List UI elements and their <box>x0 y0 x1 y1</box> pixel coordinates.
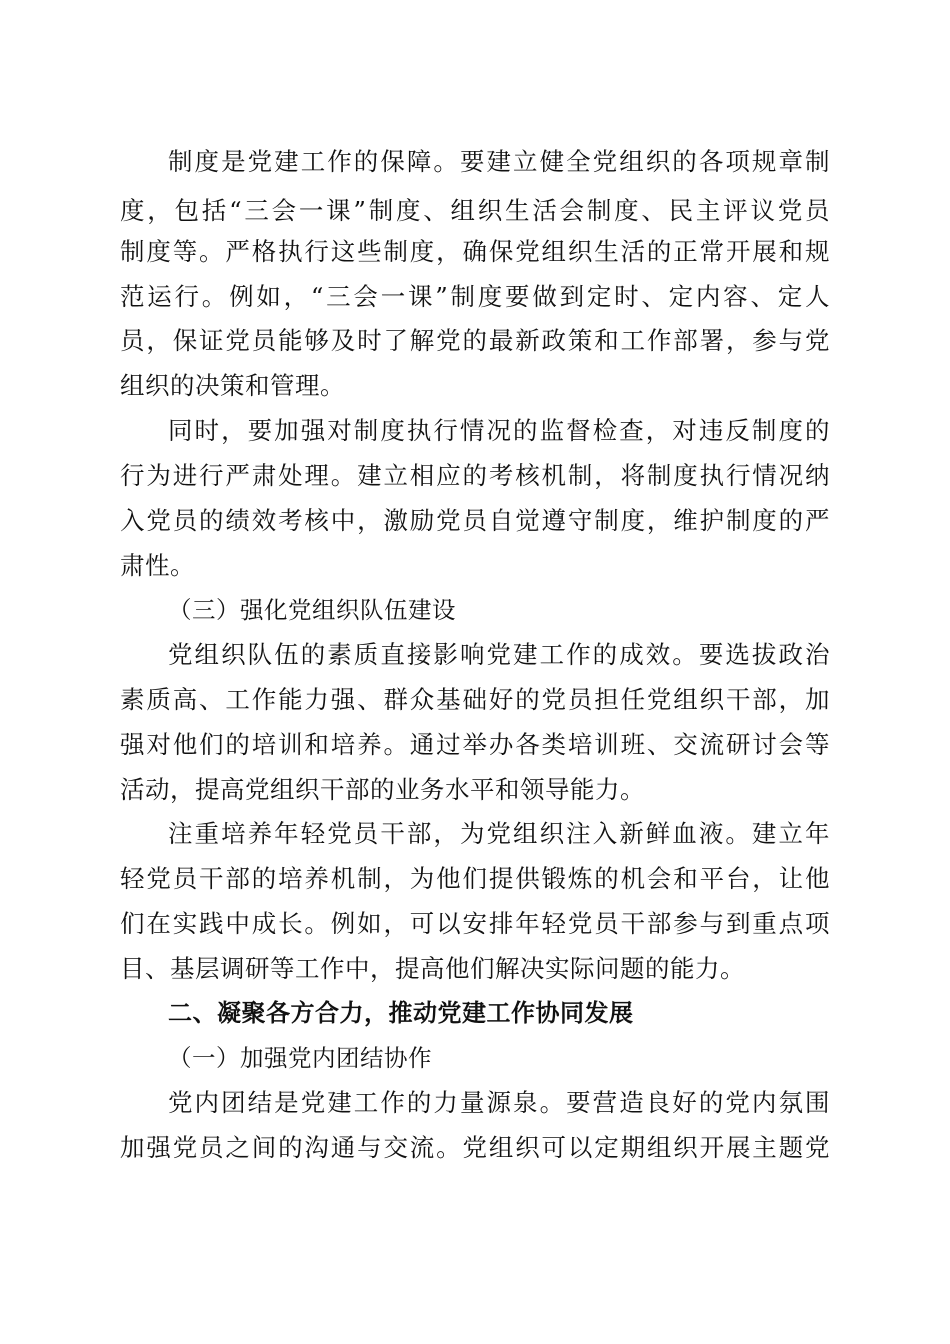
paragraph-line: 强对他们的培训和培养。通过举办各类培训班、交流研讨会等 <box>120 730 830 759</box>
paragraph-line: 制度等。严格执行这些制度，确保党组织生活的正常开展和规 <box>120 237 830 266</box>
paragraph-line: 活动，提高党组织干部的业务水平和领导能力。 <box>120 775 645 804</box>
paragraph-line: 员，保证党员能够及时了解党的最新政策和工作部署，参与党 <box>120 326 830 355</box>
paragraph-line: 入党员的绩效考核中，激励党员自觉遵守制度，维护制度的严 <box>120 506 830 535</box>
paragraph-line: 注重培养年轻党员干部，为党组织注入新鲜血液。建立年 <box>168 819 830 848</box>
paragraph-line: 加强党员之间的沟通与交流。党组织可以定期组织开展主题党 <box>120 1133 830 1162</box>
paragraph-line: 肃性。 <box>120 551 195 580</box>
paragraph-line: 度，包括“三会一课”制度、组织生活会制度、民主评议党员 <box>120 196 830 225</box>
section-heading: 二、凝聚各方合力，推动党建工作协同发展 <box>168 999 634 1027</box>
paragraph-line: 们在实践中成长。例如，可以安排年轻党员干部参与到重点项 <box>120 909 830 938</box>
paragraph-line: 素质高、工作能力强、群众基础好的党员担任党组织干部，加 <box>120 685 830 714</box>
paragraph-line: 行为进行严肃处理。建立相应的考核机制，将制度执行情况纳 <box>120 461 830 490</box>
paragraph-line: 同时，要加强对制度执行情况的监督检查，对违反制度的 <box>168 416 830 445</box>
paragraph-line: 目、基层调研等工作中，提高他们解决实际问题的能力。 <box>120 954 745 983</box>
section-subheading: （三）强化党组织队伍建设 <box>168 596 456 624</box>
paragraph-line: 党内团结是党建工作的力量源泉。要营造良好的党内氛围 <box>168 1088 830 1117</box>
paragraph-line: 范运行。例如，“三会一课”制度要做到定时、定内容、定人 <box>120 282 830 311</box>
paragraph-line: 轻党员干部的培养机制，为他们提供锻炼的机会和平台，让他 <box>120 864 830 893</box>
paragraph-line: 党组织队伍的素质直接影响党建工作的成效。要选拔政治 <box>168 640 830 669</box>
paragraph-line: 制度是党建工作的保障。要建立健全党组织的各项规章制 <box>168 147 830 176</box>
paragraph-line: 组织的决策和管理。 <box>120 371 345 400</box>
section-subheading: （一）加强党内团结协作 <box>168 1044 432 1072</box>
